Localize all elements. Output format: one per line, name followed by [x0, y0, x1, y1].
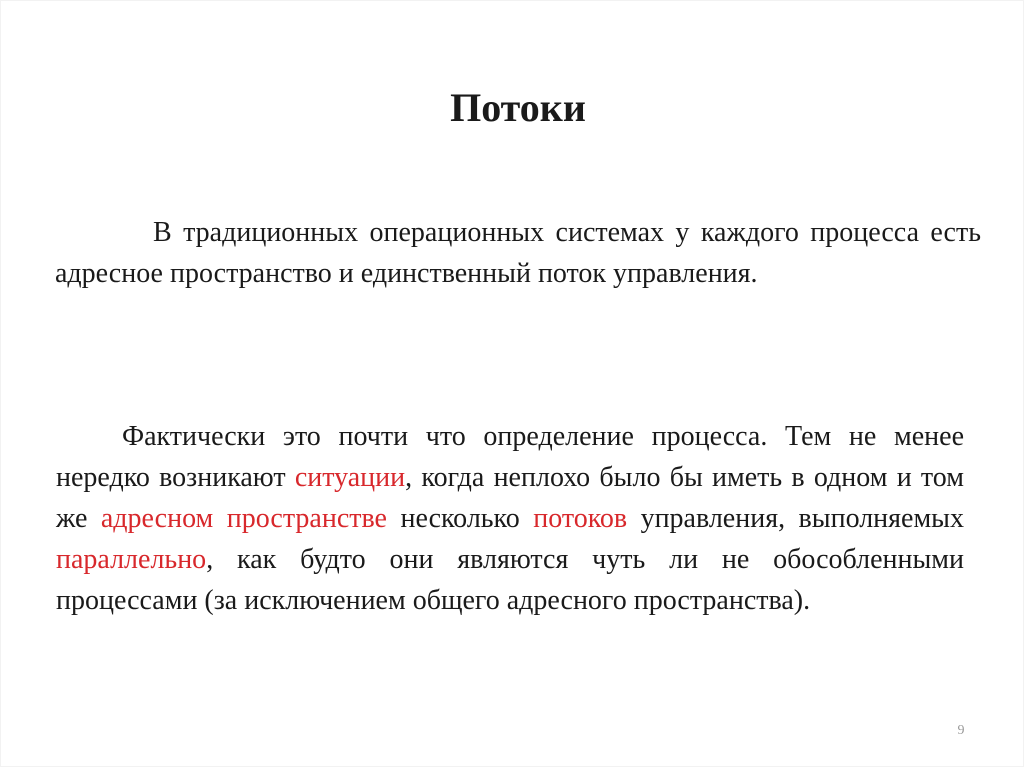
paragraph-traditional-os — [55, 212, 981, 294]
paragraph-text-part-4: управления, выполняемых — [627, 503, 964, 534]
highlight-situations: ситуации — [294, 462, 406, 493]
paragraph-threads-definition — [56, 416, 964, 621]
paragraph-text-part-5: , как будто они являются чуть ли не обособленными процессами (за исключением общего адресного пространства). — [56, 544, 964, 616]
paragraph-text-part-2: , когда неплохо было бы иметь в одном и том же — [56, 462, 964, 534]
page-number: 9 — [957, 723, 965, 738]
highlight-address-space: адресном пространстве — [100, 503, 387, 534]
highlight-threads: потоков — [533, 503, 628, 534]
highlight-parallel: параллельно — [56, 544, 207, 575]
slide-title: Потоки — [450, 85, 586, 130]
paragraph-traditional-os-text: В традиционных операционных системах у каждого процесса есть адресное пространство и единственный поток управления. — [55, 217, 981, 289]
paragraph-text-part-1: Фактически это почти что определение процесса. Тем не менее нередко возникают — [56, 421, 964, 493]
paragraph-text-part-3: несколько — [387, 503, 534, 534]
